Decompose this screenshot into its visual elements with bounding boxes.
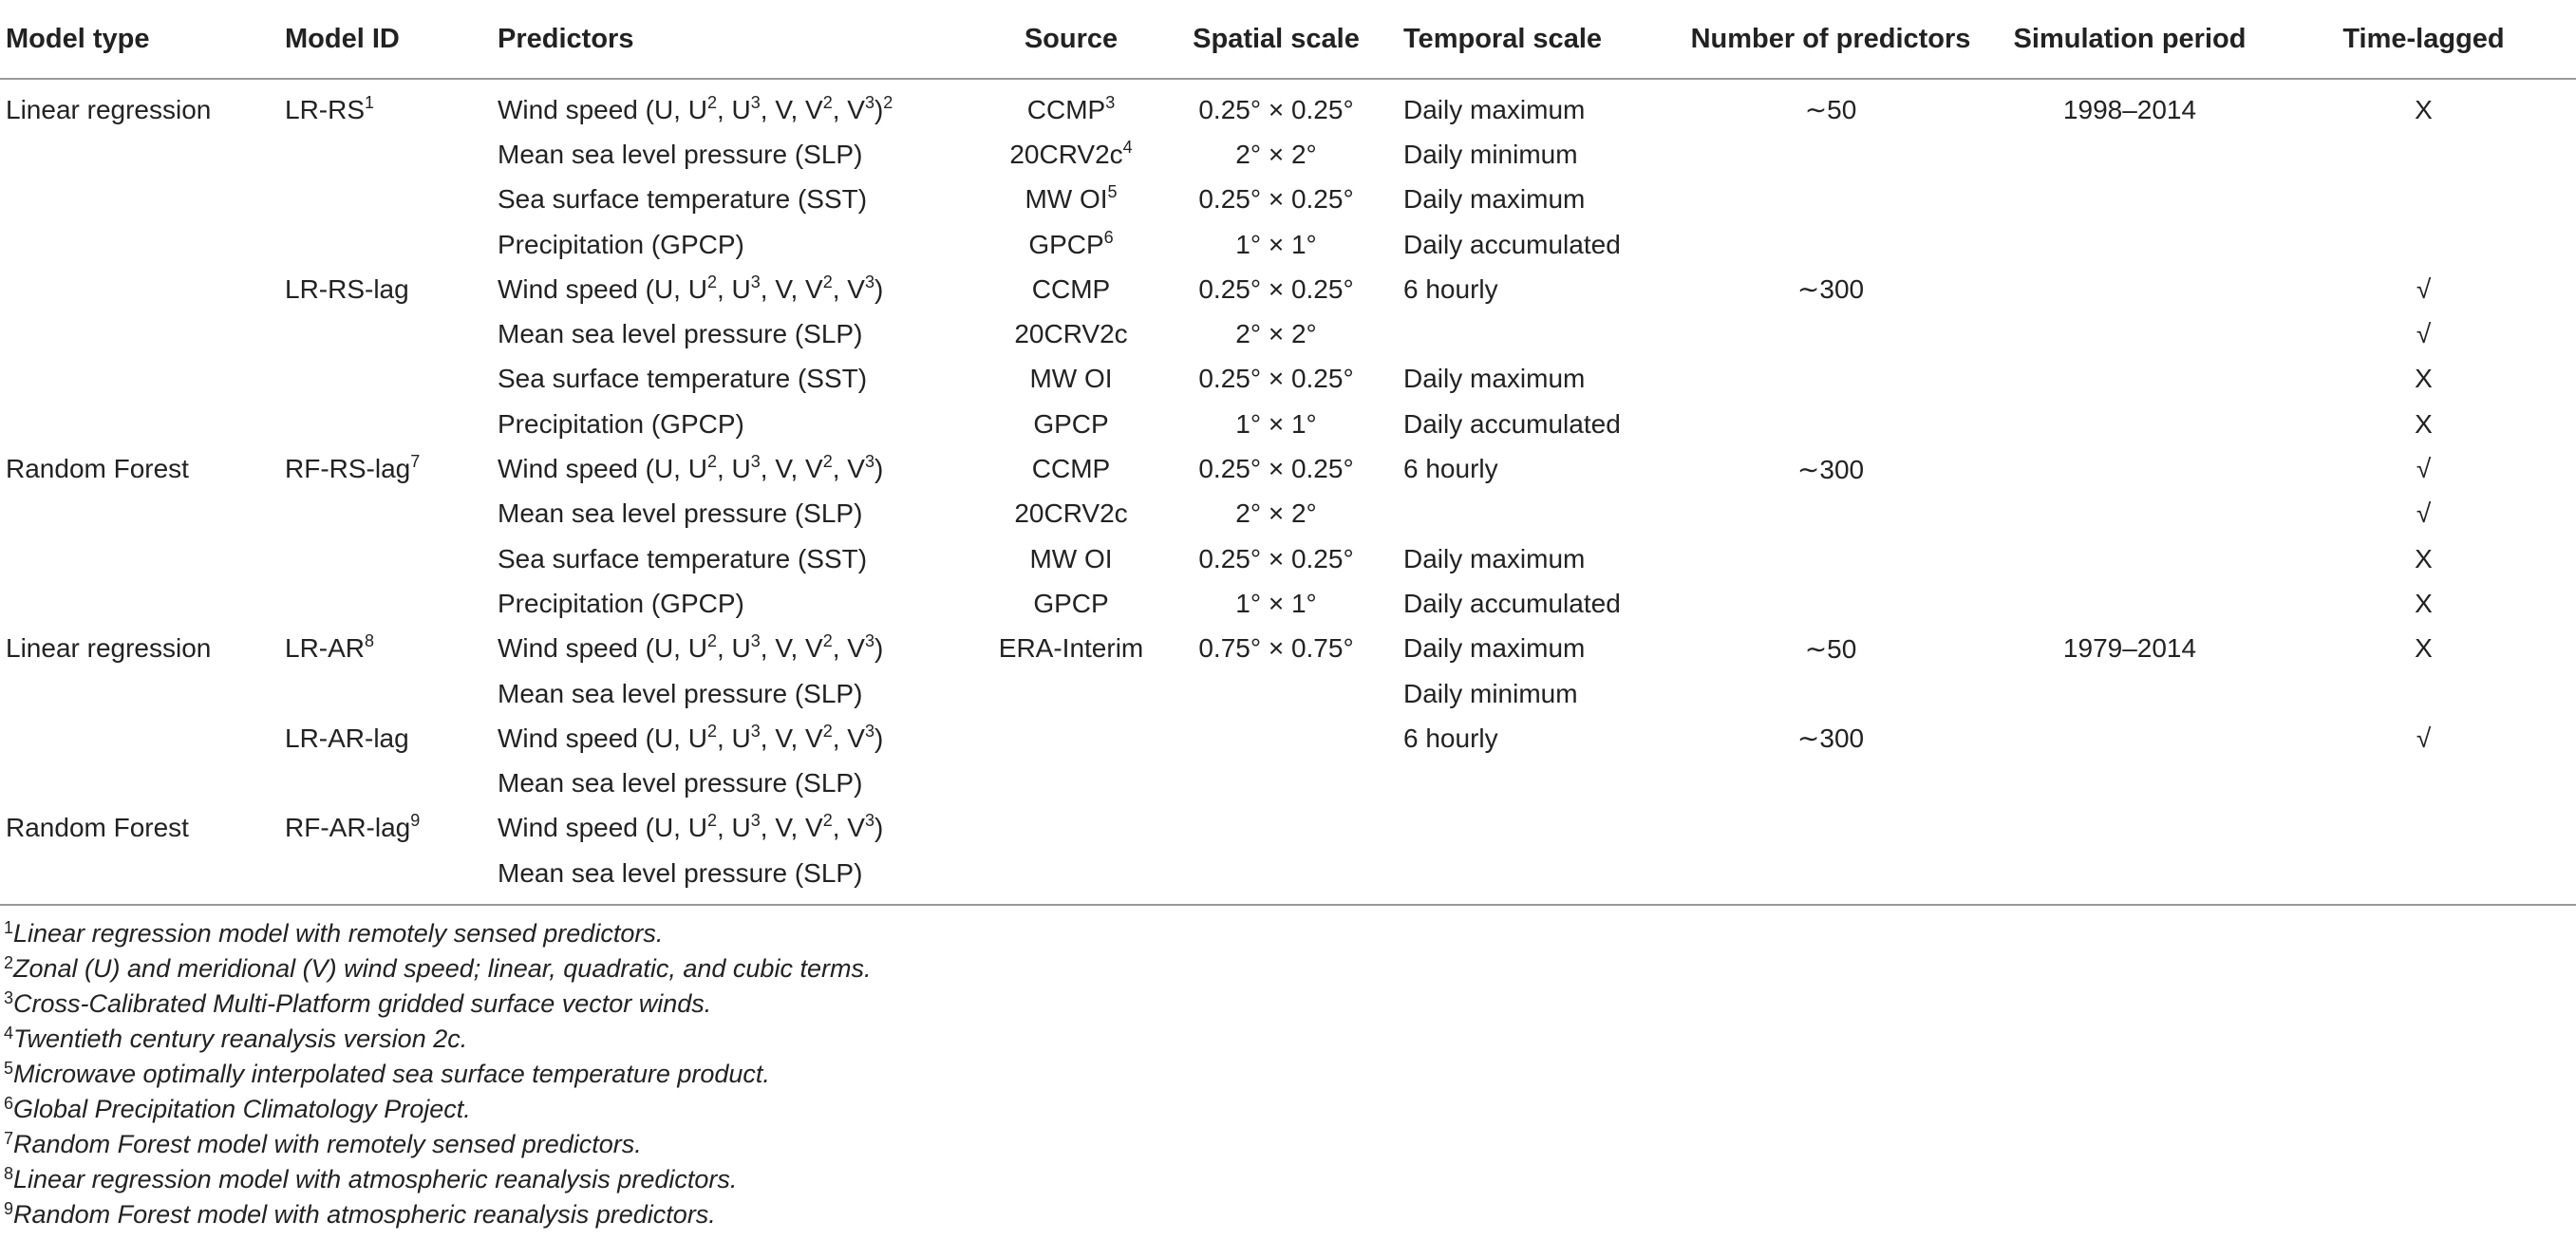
cell-number-of-predictors	[1673, 178, 1988, 222]
cell-predictors: Wind speed (U, $U^2$, $U^3$, V, $V^2$, $V^3$)	[498, 452, 884, 484]
cell-source: GPCP	[1033, 408, 1109, 439]
cell-predictors: Wind speed (U, $U^2$, $U^3$, V, $V^2$, $V^3)^2$	[498, 92, 893, 124]
cell-simulation-period	[1988, 851, 2271, 901]
cell-simulation-period	[1988, 311, 2271, 356]
cell-temporal-scale: Daily accumulated	[1403, 229, 1621, 259]
cell-model-id: $LR-AR^8$	[285, 631, 375, 664]
cell-source: 20CRV2c	[1014, 319, 1128, 349]
cell-number-of-predictors	[1673, 492, 1988, 536]
cell-temporal-scale: Daily maximum	[1403, 543, 1586, 573]
cell-time-lagged: X	[2415, 633, 2433, 664]
cell-model-type	[0, 716, 279, 761]
header-temporal-scale: Temporal scale	[1398, 0, 1673, 79]
cell-simulation-period	[1988, 761, 2271, 805]
header-model-type: Model type	[0, 0, 279, 79]
header-source: Source	[987, 0, 1155, 79]
cell-temporal-scale: Daily maximum	[1403, 633, 1586, 664]
cell-source: MW OI	[1029, 543, 1113, 573]
table-row	[0, 79, 2576, 132]
footnote-number: 7	[4, 1129, 14, 1148]
cell-number-of-predictors	[1673, 357, 1988, 402]
table-row	[0, 492, 2576, 536]
cell-model-id: LR-AR-lag	[285, 723, 409, 753]
cell-spatial-scale: 0.25° × 0.25°	[1198, 454, 1354, 484]
cell-time-lagged	[2271, 806, 2576, 851]
cell-time-lagged	[2271, 178, 2576, 222]
cell-model-id	[279, 581, 492, 626]
cell-number-of-predictors	[1673, 311, 1988, 356]
cell-source: 20CRV2c	[1014, 498, 1128, 529]
footnote	[0, 1162, 2576, 1197]
cell-predictors: Wind speed (U, $U^2$, $U^3$, V, $V^2$, $V^3$)	[498, 631, 884, 664]
cell-time-lagged: X	[2415, 543, 2433, 573]
footnote-text: Global Precipitation Climatology Project.	[13, 1095, 471, 1123]
cell-model-type	[0, 311, 279, 356]
cell-source: ERA-Interim	[998, 633, 1144, 664]
cell-source	[987, 806, 1155, 851]
cell-time-lagged: √	[2416, 454, 2432, 484]
table-body	[0, 79, 2576, 901]
table-row	[0, 446, 2576, 491]
cell-predictors: Mean sea level pressure (SLP)	[498, 319, 863, 349]
cell-model-type	[0, 357, 279, 402]
cell-spatial-scale: 0.25° × 0.25°	[1198, 94, 1354, 124]
cell-source: CCMP$^3$	[1026, 92, 1116, 124]
table-row	[0, 671, 2576, 716]
cell-source	[987, 851, 1155, 901]
cell-simulation-period	[1988, 446, 2271, 491]
cell-predictors: Mean sea level pressure (SLP)	[498, 857, 863, 888]
cell-temporal-scale: Daily maximum	[1403, 364, 1586, 394]
footnote-text: Random Forest model with remotely sensed predictors.	[13, 1130, 642, 1158]
cell-number-of-predictors: ∼50	[1804, 95, 1857, 125]
cell-simulation-period	[1988, 222, 2271, 267]
footnote-number: 1	[4, 918, 14, 937]
cell-model-type: Linear regression	[6, 94, 212, 124]
cell-predictors: Wind speed (U, $U^2$, $U^3$, V, $V^2$, $V^3$)	[498, 272, 884, 304]
cell-model-type	[0, 132, 279, 177]
cell-source: GPCP$^6$	[1028, 227, 1114, 259]
cell-time-lagged	[2271, 761, 2576, 805]
cell-temporal-scale	[1398, 492, 1673, 536]
cell-temporal-scale: 6 hourly	[1403, 273, 1498, 304]
cell-time-lagged: √	[2416, 723, 2432, 753]
cell-number-of-predictors	[1673, 671, 1988, 716]
cell-temporal-scale: Daily maximum	[1403, 94, 1586, 124]
table-row	[0, 311, 2576, 356]
header-simulation-period: Simulation period	[1988, 0, 2271, 79]
cell-model-type: Random Forest	[6, 454, 189, 484]
cell-model-id	[279, 222, 492, 267]
cell-simulation-period	[1988, 716, 2271, 761]
cell-number-of-predictors: ∼50	[1804, 633, 1857, 664]
cell-model-type	[0, 267, 279, 311]
header-model-id: Model ID	[279, 0, 492, 79]
cell-time-lagged	[2271, 851, 2576, 901]
cell-temporal-scale	[1398, 851, 1673, 901]
footnote-number: 5	[4, 1059, 14, 1078]
table-row	[0, 806, 2576, 851]
cell-simulation-period	[1988, 178, 2271, 222]
footnote	[0, 1057, 2576, 1092]
footnotes	[0, 916, 2576, 1232]
cell-model-id	[279, 132, 492, 177]
cell-predictors: Wind speed (U, $U^2$, $U^3$, V, $V^2$, $V^3$)	[498, 811, 884, 843]
table-row	[0, 851, 2576, 901]
cell-model-id	[279, 311, 492, 356]
cell-predictors: Precipitation (GPCP)	[498, 229, 744, 259]
cell-predictors: Mean sea level pressure (SLP)	[498, 498, 863, 529]
cell-spatial-scale: 1° × 1°	[1235, 588, 1317, 618]
cell-source: GPCP	[1033, 588, 1109, 618]
cell-simulation-period: 1998–2014	[2062, 94, 2197, 124]
footnote-number: 9	[4, 1199, 14, 1218]
footnote	[0, 1022, 2576, 1057]
footnote-number: 6	[4, 1094, 14, 1113]
table-row	[0, 761, 2576, 805]
cell-model-type	[0, 761, 279, 805]
cell-predictors: Precipitation (GPCP)	[498, 588, 744, 618]
cell-temporal-scale: Daily minimum	[1403, 139, 1578, 169]
cell-predictors: Sea surface temperature (SST)	[498, 543, 868, 573]
header-spatial-scale: Spatial scale	[1155, 0, 1398, 79]
cell-model-type	[0, 851, 279, 901]
table-row	[0, 627, 2576, 671]
table-row	[0, 581, 2576, 626]
cell-model-type: Random Forest	[6, 813, 189, 843]
cell-model-id: RF-RS-lag$^7$	[285, 452, 421, 484]
cell-model-id	[279, 761, 492, 805]
table-row	[0, 267, 2576, 311]
cell-model-id	[279, 851, 492, 901]
footnote-number: 4	[4, 1024, 14, 1043]
cell-simulation-period	[1988, 267, 2271, 311]
cell-simulation-period	[1988, 132, 2271, 177]
cell-model-id	[279, 357, 492, 402]
cell-source: CCMP	[1031, 273, 1111, 304]
cell-simulation-period	[1988, 402, 2271, 446]
header-number-of-predictors: Number of predictors	[1673, 0, 1988, 79]
cell-model-type: Linear regression	[6, 633, 212, 664]
cell-predictors: Mean sea level pressure (SLP)	[498, 139, 863, 169]
cell-model-id	[279, 671, 492, 716]
cell-time-lagged: X	[2415, 94, 2433, 124]
cell-predictors: Mean sea level pressure (SLP)	[498, 678, 863, 708]
cell-spatial-scale: 2° × 2°	[1235, 498, 1317, 529]
cell-spatial-scale	[1155, 716, 1398, 761]
cell-simulation-period: 1979–2014	[2062, 633, 2197, 664]
cell-number-of-predictors: ∼300	[1796, 723, 1865, 754]
cell-model-type	[0, 581, 279, 626]
cell-spatial-scale: 0.75° × 0.75°	[1198, 633, 1354, 664]
cell-spatial-scale: 0.25° × 0.25°	[1198, 543, 1354, 573]
table-row	[0, 178, 2576, 222]
cell-number-of-predictors	[1673, 222, 1988, 267]
cell-time-lagged	[2271, 671, 2576, 716]
cell-temporal-scale: Daily accumulated	[1403, 588, 1621, 618]
footnote-number: 8	[4, 1164, 14, 1183]
footnote	[0, 986, 2576, 1022]
cell-time-lagged: √	[2416, 498, 2432, 529]
cell-spatial-scale	[1155, 671, 1398, 716]
cell-simulation-period	[1988, 536, 2271, 581]
cell-time-lagged: X	[2415, 588, 2433, 618]
footnote	[0, 951, 2576, 986]
footnote-text: Zonal (U) and meridional (V) wind speed; linear, quadratic, and cubic terms.	[13, 954, 872, 983]
table-row	[0, 222, 2576, 267]
cell-simulation-period	[1988, 806, 2271, 851]
cell-spatial-scale: 0.25° × 0.25°	[1198, 364, 1354, 394]
footnote	[0, 1197, 2576, 1232]
cell-model-type	[0, 222, 279, 267]
cell-simulation-period	[1988, 671, 2271, 716]
cell-source: CCMP	[1031, 454, 1111, 484]
cell-predictors: Precipitation (GPCP)	[498, 408, 744, 439]
footnote-number: 3	[4, 988, 14, 1007]
cell-spatial-scale	[1155, 806, 1398, 851]
cell-model-id	[279, 402, 492, 446]
cell-source: MW OI	[1029, 364, 1113, 394]
table-row	[0, 536, 2576, 581]
cell-spatial-scale	[1155, 851, 1398, 901]
cell-number-of-predictors	[1673, 402, 1988, 446]
cell-temporal-scale: 6 hourly	[1403, 454, 1498, 484]
cell-source: MW $OI^5$	[1025, 182, 1118, 215]
cell-simulation-period	[1988, 492, 2271, 536]
cell-model-type	[0, 178, 279, 222]
footnote-text: Twentieth century reanalysis version 2c.	[13, 1024, 468, 1053]
cell-spatial-scale: 2° × 2°	[1235, 319, 1317, 349]
table-row	[0, 357, 2576, 402]
cell-temporal-scale: Daily maximum	[1403, 184, 1586, 215]
cell-source	[987, 761, 1155, 805]
cell-number-of-predictors	[1673, 851, 1988, 901]
cell-predictors: Wind speed (U, $U^2$, $U^3$, V, $V^2$, $V^3$)	[498, 721, 884, 753]
table-bottom-rule	[0, 904, 2576, 906]
cell-time-lagged	[2271, 132, 2576, 177]
cell-number-of-predictors	[1673, 581, 1988, 626]
cell-simulation-period	[1988, 581, 2271, 626]
cell-source: $20CRV2c^4$	[1009, 137, 1133, 169]
footnote-text: Microwave optimally interpolated sea surface temperature product.	[13, 1060, 770, 1088]
cell-model-type	[0, 671, 279, 716]
cell-source	[987, 716, 1155, 761]
table-header	[0, 0, 2576, 79]
cell-time-lagged	[2271, 222, 2576, 267]
header-predictors: Predictors	[492, 0, 987, 79]
cell-temporal-scale	[1398, 311, 1673, 356]
header-time-lagged: Time-lagged	[2271, 0, 2576, 79]
cell-spatial-scale	[1155, 761, 1398, 805]
cell-predictors: Sea surface temperature (SST)	[498, 184, 868, 215]
cell-model-id: RF-AR-lag$^9$	[285, 811, 421, 843]
cell-model-id: LR-RS-lag	[285, 273, 409, 304]
cell-model-type	[0, 536, 279, 581]
cell-model-id	[279, 492, 492, 536]
cell-time-lagged: √	[2416, 319, 2432, 349]
cell-temporal-scale: Daily minimum	[1403, 678, 1578, 708]
cell-model-id	[279, 178, 492, 222]
cell-temporal-scale: Daily accumulated	[1403, 408, 1621, 439]
cell-number-of-predictors	[1673, 132, 1988, 177]
table-row	[0, 716, 2576, 761]
cell-time-lagged: X	[2415, 408, 2433, 439]
cell-model-id	[279, 536, 492, 581]
footnote-text: Linear regression model with atmospheric reanalysis predictors.	[13, 1165, 738, 1193]
cell-model-id: $LR-RS^1$	[285, 92, 375, 124]
cell-time-lagged: X	[2415, 364, 2433, 394]
cell-temporal-scale	[1398, 806, 1673, 851]
table-row	[0, 132, 2576, 177]
footnote-number: 2	[4, 953, 14, 972]
cell-spatial-scale: 1° × 1°	[1235, 229, 1317, 259]
footnote-text: Linear regression model with remotely sensed predictors.	[13, 919, 664, 948]
table-row	[0, 402, 2576, 446]
cell-predictors: Sea surface temperature (SST)	[498, 364, 868, 394]
cell-spatial-scale: 1° × 1°	[1235, 408, 1317, 439]
footnote	[0, 1092, 2576, 1127]
cell-source	[987, 671, 1155, 716]
footnote-text: Cross-Calibrated Multi-Platform gridded surface vector winds.	[13, 989, 712, 1018]
cell-model-type	[0, 402, 279, 446]
cell-model-type	[0, 492, 279, 536]
header-row	[0, 0, 2576, 79]
cell-number-of-predictors	[1673, 806, 1988, 851]
cell-predictors: Mean sea level pressure (SLP)	[498, 768, 863, 798]
footnote	[0, 1127, 2576, 1162]
footnote-text: Random Forest model with atmospheric reanalysis predictors.	[13, 1200, 716, 1229]
cell-number-of-predictors	[1673, 536, 1988, 581]
cell-number-of-predictors	[1673, 761, 1988, 805]
cell-number-of-predictors: ∼300	[1796, 454, 1865, 484]
footnote	[0, 916, 2576, 951]
cell-spatial-scale: 2° × 2°	[1235, 139, 1317, 169]
cell-spatial-scale: 0.25° × 0.25°	[1198, 184, 1354, 215]
cell-number-of-predictors: ∼300	[1796, 274, 1865, 305]
cell-temporal-scale: 6 hourly	[1403, 723, 1498, 753]
cell-time-lagged: √	[2416, 273, 2432, 304]
cell-temporal-scale	[1398, 761, 1673, 805]
cell-spatial-scale: 0.25° × 0.25°	[1198, 273, 1354, 304]
cell-simulation-period	[1988, 357, 2271, 402]
